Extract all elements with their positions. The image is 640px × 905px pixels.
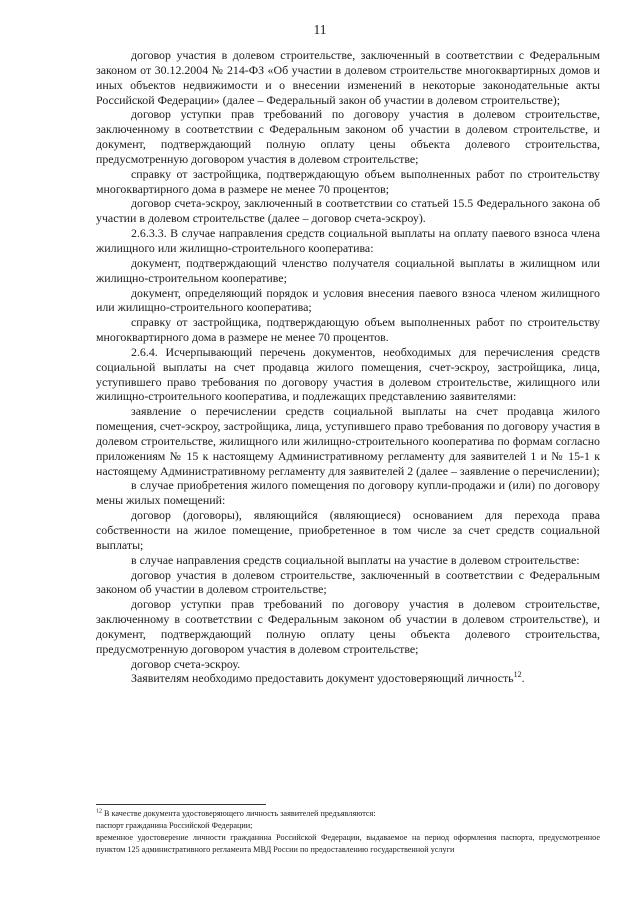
paragraph: договор участия в долевом строительстве, заключенный в соответствии с Федеральным законом об участии в долевом строительстве; (96, 567, 600, 597)
body-text (96, 48, 600, 686)
footnotes (96, 808, 600, 856)
paragraph: заявление о перечислении средств социальной выплаты на счет продавца жилого помещения, счет-эскроу, застройщика, лица, уступившего право требования по договору участия в долевом строительстве, жилищного или жилищно-строительного кооператива по формам согласно приложениям № 15 к настоящему Административному регламенту для заявителей 1 и № 15-1 к настоящему Административному регламенту для заявителей 2 (далее – заявление о перечислении); (96, 404, 600, 478)
footnote-marker: 12 (96, 808, 102, 815)
paragraph: 2.6.3.3. В случае направления средств социальной выплаты на оплату паевого взноса члена жилищного или жилищно-строительного кооператива: (96, 226, 600, 255)
paragraph: в случае направления средств социальной выплаты на участие в долевом строительстве: (131, 552, 580, 567)
footnote-reference[interactable]: 12 (513, 670, 522, 680)
paragraph: документ, определяющий порядок и условия внесения паевого взноса членом жилищного или жилищно-строительного кооператива; (96, 285, 600, 315)
footnote-divider (96, 804, 266, 805)
paragraph: документ, подтверждающий членство получателя социальной выплаты в жилищном или жилищно-строительном кооперативе; (96, 255, 600, 285)
paragraph-text: Заявителям необходимо предоставить документ удостоверяющий личность (131, 671, 514, 686)
paragraph: справку от застройщика, подтверждающую объем выполненных работ по строительству многоквартирного дома в размере не менее 70 процентов; (96, 166, 600, 196)
paragraph: справку от застройщика, подтверждающую объем выполненных работ по строительству многоквартирного дома в размере не менее 70 процентов. (96, 315, 600, 345)
footnote-line: временное удостоверение личности гражданина Российской Федерации, выдаваемое на период оформления паспорта, предусмотренное пунктом 125 административного регламента МВД России по предоставлению государственной услуги (96, 833, 600, 854)
page-number: 11 (313, 22, 327, 37)
footnote-text: В качестве документа удостоверяющего личность заявителей предъявляются: (104, 809, 376, 818)
paragraph: договор уступки прав требований по договору участия в долевом строительстве, заключенному в соответствии с Федеральным законом об участии в долевом строительстве, и документ, подтверждающий полную оплату цены объекта долевого строительства, предусмотренную договором участия в долевом строительстве; (96, 107, 600, 166)
paragraph: договор уступки прав требований по договору участия в долевом строительстве, заключенному в соответствии с Федеральным законом об участии в долевом строительстве), и документ, подтверждающий полную оплату цены объекта долевого строительства, предусмотренную договором участия в долевом строительстве; (96, 597, 600, 656)
paragraph-last: Заявителям необходимо предоставить документ удостоверяющий личность$^{12}$. (131, 670, 525, 686)
paragraph: договор (договоры), являющийся (являющиеся) основанием для перехода права собственности на жилое помещение, приобретенное в том числе за счет средств социальной выплаты; (96, 508, 600, 552)
paragraph: 2.6.4. Исчерпывающий перечень документов, необходимых для перечисления средств социальной выплаты на счет продавца жилого помещения, счет-эскроу, застройщика, лица, уступившего право требования по договору участия в долевом строительстве, жилищного или жилищно-строительного кооператива, и подлежащих представлению заявителями: (96, 344, 600, 404)
paragraph: в случае приобретения жилого помещения по договору купли-продажи и (или) по договору мены жилых помещений: (96, 478, 600, 508)
paragraph: договор счета-эскроу. (131, 656, 241, 671)
paragraph: договор участия в долевом строительстве, заключенный в соответствии с Федеральным законом от 30.12.2004 № 214-ФЗ «Об участии в долевом строительстве многоквартирных домов и иных объектов недвижимости и о внесении изменений в некоторые законодательные акты Российской Федерации» (далее – Федеральный закон об участии в долевом строительстве); (96, 48, 600, 107)
paragraph: договор счета-эскроу, заключенный в соответствии со статьей 15.5 Федерального закона об участии в долевом строительстве (далее – договор счета-эскроу). (96, 196, 600, 226)
footnote-line: паспорт гражданина Российской Федерации; (96, 821, 253, 830)
footnote (96, 808, 600, 820)
